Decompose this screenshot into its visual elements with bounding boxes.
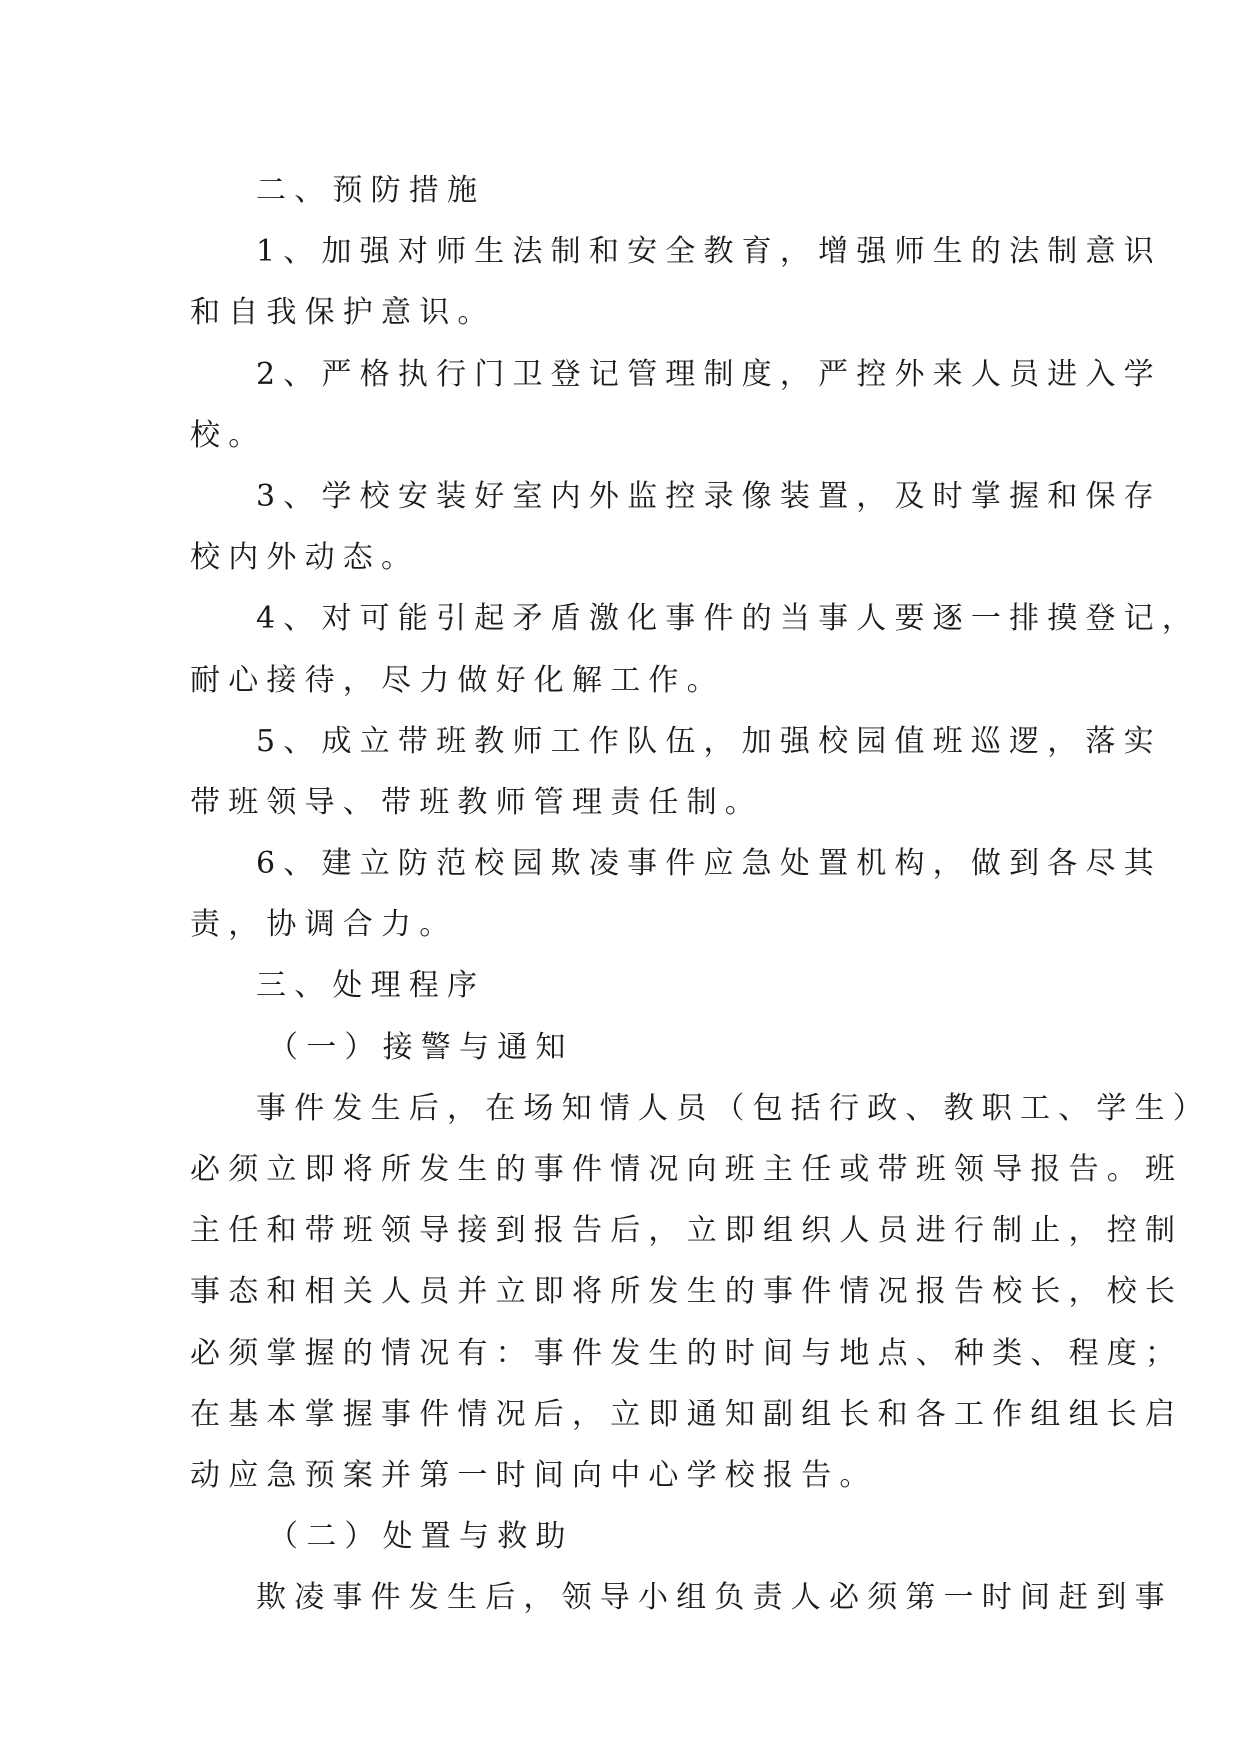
paragraph-line: 主任和带班领导接到报告后，立即组织人员进行制止，控制 [190, 1213, 1184, 1249]
paragraph-line: 欺凌事件发生后，领导小组负责人必须第一时间赶到事 [256, 1580, 1173, 1616]
paragraph-line: 和自我保护意识。 [190, 295, 496, 331]
paragraph-line: 事件发生后，在场知情人员（包括行政、教职工、学生） [256, 1090, 1211, 1126]
section-heading-procedure: 三、处理程序 [256, 968, 486, 1004]
paragraph-line: 校。 [190, 417, 267, 453]
paragraph-line: 必须立即将所发生的事件情况向班主任或带班领导报告。班 [190, 1152, 1184, 1187]
subsection-heading-alert: （一）接警与通知 [268, 1029, 574, 1065]
paragraph-line: 2、严格执行门卫登记管理制度，严控外来人员进入学 [256, 356, 1162, 392]
paragraph-line: 校内外动态。 [190, 540, 420, 576]
paragraph-line: 6、建立防范校园欺凌事件应急处置机构，做到各尽其 [256, 846, 1162, 882]
paragraph-line: 4、对可能引起矛盾激化事件的当事人要逐一排摸登记， [256, 601, 1201, 637]
paragraph-line: 事态和相关人员并立即将所发生的事件情况报告校长，校长 [190, 1274, 1184, 1310]
subsection-heading-rescue: （二）处置与救助 [268, 1519, 574, 1555]
document-body [190, 160, 1211, 1629]
paragraph-line: 5、成立带班教师工作队伍，加强校园值班巡逻，落实 [256, 723, 1162, 759]
paragraph-line: 动应急预案并第一时间向中心学校报告。 [190, 1457, 878, 1493]
paragraph-line: 3、学校安装好室内外监控录像装置，及时掌握和保存 [256, 478, 1162, 514]
paragraph-line: 在基本掌握事件情况后，立即通知副组长和各工作组组长启 [190, 1396, 1184, 1432]
paragraph-line: 必须掌握的情况有：事件发生的时间与地点、种类、程度； [190, 1335, 1184, 1371]
paragraph-line: 1、加强对师生法制和安全教育，增强师生的法制意识 [256, 234, 1162, 270]
paragraph-line: 带班领导、带班教师管理责任制。 [190, 784, 763, 820]
paragraph-line: 责，协调合力。 [190, 907, 458, 943]
section-heading-prevention: 二、预防措施 [256, 173, 486, 208]
paragraph-line: 耐心接待，尽力做好化解工作。 [190, 662, 725, 698]
